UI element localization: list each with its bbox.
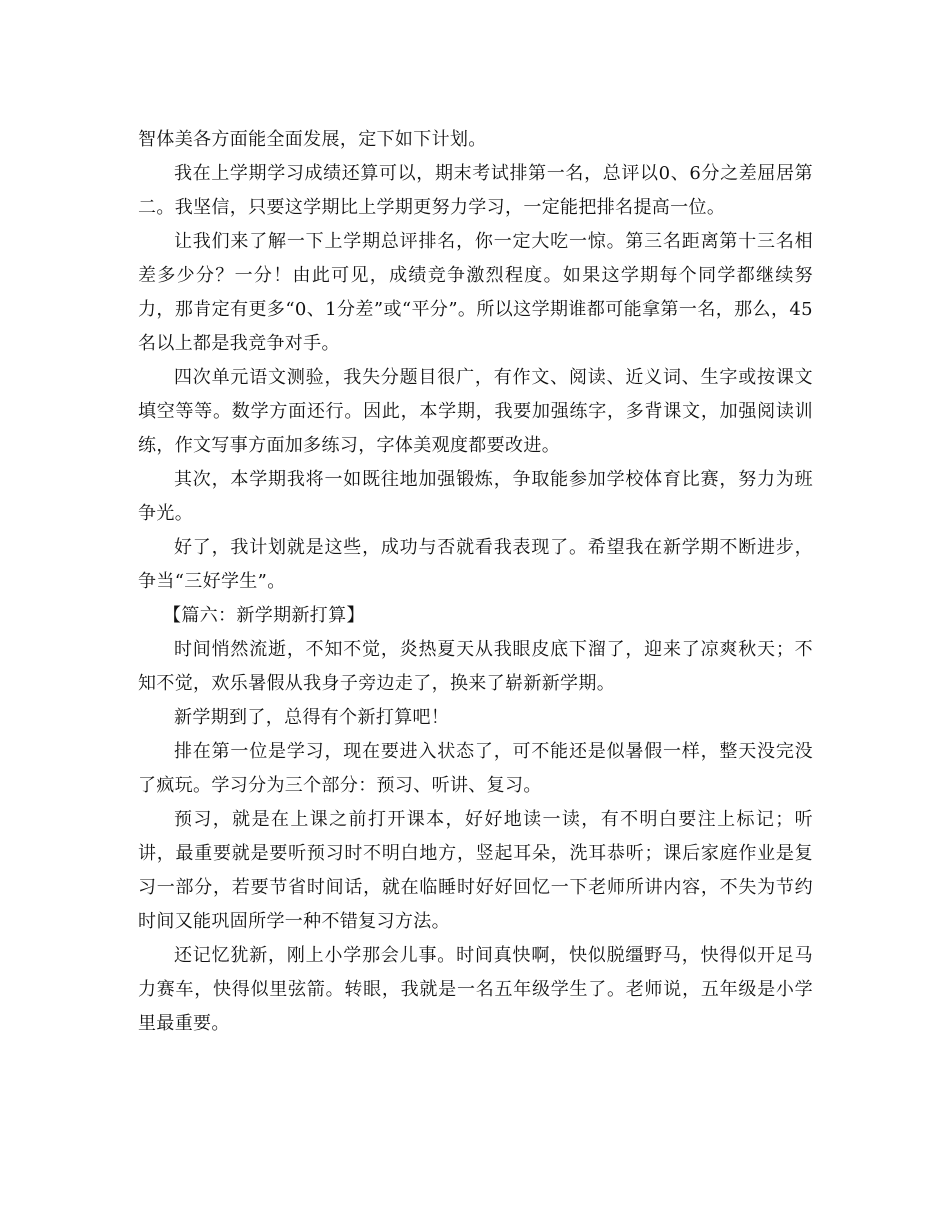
paragraph-new-plan: 新学期到了，总得有个新打算吧！ — [174, 707, 450, 728]
paragraph-ranking: 我在上学期学习成绩还算可以，期末考试排第一名，总评以0、6分之差屈居第二。我坚信，只要这学期比上学期更努力学习，一定能把排名提高一位。 — [138, 163, 813, 218]
document-body — [138, 123, 813, 1041]
paragraph-time-passes: 时间悄然流逝，不知不觉，炎热夏天从我眼皮底下溜了，迎来了凉爽秋天；不知不觉，欢乐暑假从我身子旁边走了，换来了崭新新学期。 — [138, 639, 813, 694]
paragraph-exercise: 其次，本学期我将一如既往地加强锻炼，争取能参加学校体育比赛，努力为班争光。 — [138, 469, 813, 524]
paragraph-chinese-tests: 四次单元语文测验，我失分题目很广，有作文、阅读、近义词、生字或按课文填空等等。数学方面还行。因此，本学期，我要加强练字，多背课文，加强阅读训练，作文写事方面加多练习，字体美观度都要改进。 — [138, 367, 813, 456]
section-heading: 【篇六：新学期新打算】 — [163, 605, 365, 626]
paragraph-conclusion: 好了，我计划就是这些，成功与否就看我表现了。希望我在新学期不断进步，争当“三好学生”。 — [138, 537, 813, 592]
paragraph-memory: 还记忆犹新，刚上小学那会儿事。时间真快啊，快似脱缰野马，快得似开足马力赛车，快得似里弦箭。转眼，我就是一名五年级学生了。老师说，五年级是小学里最重要。 — [138, 945, 813, 1034]
paragraph-continued: 智体美各方面能全面发展，定下如下计划。 — [138, 129, 487, 150]
paragraph-study-first: 排在第一位是学习，现在要进入状态了，可不能还是似暑假一样，整天没完没了疯玩。学习分为三个部分：预习、听讲、复习。 — [138, 741, 813, 796]
paragraph-competition: 让我们来了解一下上学期总评排名，你一定大吃一惊。第三名距离第十三名相差多少分？一分！由此可见，成绩竞争激烈程度。如果这学期每个同学都继续努力，那肯定有更多“0、1分差”或“平分”。所以这学期谁都可能拿第一名，那么，45名以上都是我竞争对手。 — [138, 231, 813, 354]
paragraph-study-method: 预习，就是在上课之前打开课本，好好地读一读，有不明白要注上标记；听讲，最重要就是要听预习时不明白地方，竖起耳朵，洗耳恭听；课后家庭作业是复习一部分，若要节省时间话，就在临睡时好好回忆一下老师所讲内容，不失为节约时间又能巩固所学一种不错复习方法。 — [138, 809, 813, 932]
